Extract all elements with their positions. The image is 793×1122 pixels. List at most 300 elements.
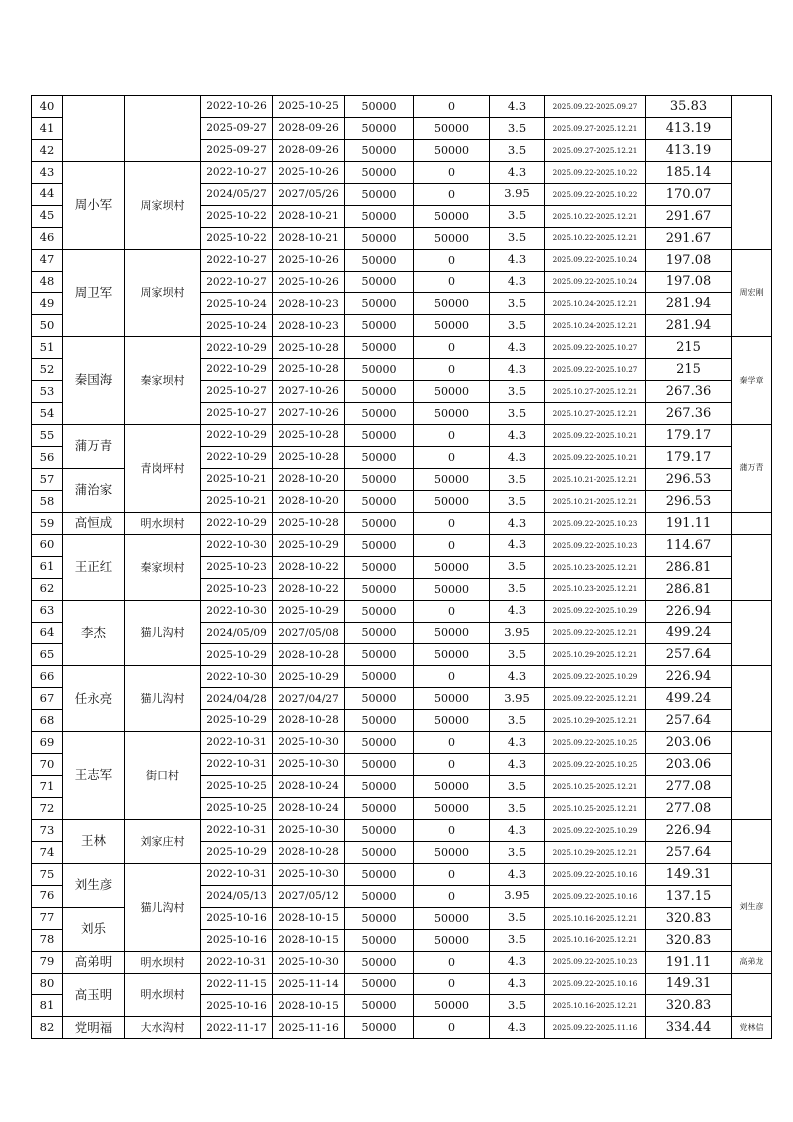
interest-period-cell: 2025.09.22-2025.09.27: [545, 96, 646, 118]
interest-rate-cell: 3.5: [490, 578, 545, 600]
maturity-date-cell: 2028-10-15: [273, 995, 345, 1017]
interest-rate-cell: 3.5: [490, 776, 545, 798]
maturity-date-cell: 2027/05/26: [273, 183, 345, 205]
table-row: [32, 600, 772, 622]
village-cell: 猫儿沟村: [125, 600, 201, 666]
deposit-date-cell: 2025-10-27: [201, 403, 273, 425]
table-row: [32, 425, 772, 447]
interest-rate-cell: 3.5: [490, 556, 545, 578]
row-number-cell: 77: [32, 907, 63, 929]
maturity-date-cell: 2027/04/27: [273, 688, 345, 710]
deposit-date-cell: 2022-10-30: [201, 534, 273, 556]
interest-amount-cell: 281.94: [646, 315, 732, 337]
deposit-amount-cell: 50000: [345, 227, 414, 249]
maturity-date-cell: 2028-10-21: [273, 227, 345, 249]
interest-amount-cell: 203.06: [646, 732, 732, 754]
maturity-date-cell: 2025-10-30: [273, 754, 345, 776]
balance-cell: 50000: [414, 644, 490, 666]
deposit-date-cell: 2024/05/13: [201, 885, 273, 907]
maturity-date-cell: 2025-11-14: [273, 973, 345, 995]
maturity-date-cell: 2028-09-26: [273, 139, 345, 161]
interest-period-cell: 2025.10.27-2025.12.21: [545, 403, 646, 425]
deposit-date-cell: 2022-10-26: [201, 96, 273, 118]
interest-rate-cell: 3.5: [490, 490, 545, 512]
deposit-amount-cell: 50000: [345, 403, 414, 425]
balance-cell: 0: [414, 819, 490, 841]
interest-period-cell: 2025.10.25-2025.12.21: [545, 776, 646, 798]
interest-amount-cell: 296.53: [646, 468, 732, 490]
maturity-date-cell: 2028-10-20: [273, 490, 345, 512]
row-number-cell: 67: [32, 688, 63, 710]
row-number-cell: 62: [32, 578, 63, 600]
table-row: [32, 96, 772, 118]
deposit-amount-cell: 50000: [345, 710, 414, 732]
interest-period-cell: 2025.09.27-2025.12.21: [545, 139, 646, 161]
interest-amount-cell: 296.53: [646, 490, 732, 512]
row-number-cell: 69: [32, 732, 63, 754]
interest-rate-cell: 4.3: [490, 512, 545, 534]
table-row: [32, 249, 772, 271]
depositor-name-cell: 王志军: [63, 732, 125, 820]
row-number-cell: 64: [32, 622, 63, 644]
deposit-date-cell: 2022-10-29: [201, 337, 273, 359]
interest-rate-cell: 3.5: [490, 403, 545, 425]
interest-rate-cell: 3.5: [490, 117, 545, 139]
maturity-date-cell: 2025-11-16: [273, 1017, 345, 1039]
interest-period-cell: 2025.10.24-2025.12.21: [545, 293, 646, 315]
interest-period-cell: 2025.09.22-2025.10.29: [545, 666, 646, 688]
maturity-date-cell: 2028-10-24: [273, 798, 345, 820]
deposit-amount-cell: 50000: [345, 929, 414, 951]
interest-period-cell: 2025.09.22-2025.10.23: [545, 951, 646, 973]
row-number-cell: 74: [32, 841, 63, 863]
interest-period-cell: 2025.09.22-2025.10.29: [545, 819, 646, 841]
maturity-date-cell: 2025-10-30: [273, 819, 345, 841]
interest-period-cell: 2025.09.27-2025.12.21: [545, 117, 646, 139]
deposit-date-cell: 2025-10-16: [201, 929, 273, 951]
maturity-date-cell: 2025-10-28: [273, 447, 345, 469]
deposit-amount-cell: 50000: [345, 315, 414, 337]
interest-rate-cell: 4.3: [490, 534, 545, 556]
interest-rate-cell: 3.95: [490, 622, 545, 644]
signature-cell: 秦学章: [732, 337, 772, 425]
village-cell: [125, 96, 201, 162]
deposit-amount-cell: 50000: [345, 841, 414, 863]
depositor-name-cell: 任永亮: [63, 666, 125, 732]
maturity-date-cell: 2025-10-28: [273, 359, 345, 381]
depositor-name-cell: 高玉明: [63, 973, 125, 1017]
row-number-cell: 41: [32, 117, 63, 139]
village-cell: 周家坝村: [125, 161, 201, 249]
deposit-amount-cell: 50000: [345, 534, 414, 556]
interest-rate-cell: 3.95: [490, 688, 545, 710]
interest-amount-cell: 137.15: [646, 885, 732, 907]
signature-cell: [732, 534, 772, 600]
deposit-date-cell: 2025-10-24: [201, 293, 273, 315]
interest-period-cell: 2025.09.22-2025.10.21: [545, 447, 646, 469]
table-row: [32, 732, 772, 754]
row-number-cell: 81: [32, 995, 63, 1017]
village-cell: 街口村: [125, 732, 201, 820]
row-number-cell: 51: [32, 337, 63, 359]
depositor-name-cell: 刘生彦: [63, 863, 125, 907]
deposit-date-cell: 2025-10-16: [201, 907, 273, 929]
village-cell: 明水坝村: [125, 973, 201, 1017]
deposit-date-cell: 2025-10-23: [201, 556, 273, 578]
deposit-amount-cell: 50000: [345, 995, 414, 1017]
deposit-date-cell: 2022-10-29: [201, 425, 273, 447]
deposit-amount-cell: 50000: [345, 359, 414, 381]
maturity-date-cell: 2028-10-20: [273, 468, 345, 490]
interest-rate-cell: 3.5: [490, 710, 545, 732]
deposit-amount-cell: 50000: [345, 644, 414, 666]
interest-rate-cell: 4.3: [490, 249, 545, 271]
maturity-date-cell: 2028-10-23: [273, 315, 345, 337]
interest-rate-cell: 3.5: [490, 139, 545, 161]
deposit-amount-cell: 50000: [345, 973, 414, 995]
balance-cell: 50000: [414, 995, 490, 1017]
deposit-date-cell: 2022-10-30: [201, 600, 273, 622]
depositor-name-cell: 周小军: [63, 161, 125, 249]
interest-amount-cell: 277.08: [646, 776, 732, 798]
deposit-date-cell: 2025-10-24: [201, 315, 273, 337]
row-number-cell: 58: [32, 490, 63, 512]
row-number-cell: 43: [32, 161, 63, 183]
depositor-name-cell: 秦国海: [63, 337, 125, 425]
table-row: [32, 161, 772, 183]
deposit-amount-cell: 50000: [345, 951, 414, 973]
maturity-date-cell: 2028-09-26: [273, 117, 345, 139]
maturity-date-cell: 2025-10-28: [273, 337, 345, 359]
deposit-date-cell: 2022-10-29: [201, 447, 273, 469]
balance-cell: 50000: [414, 578, 490, 600]
maturity-date-cell: 2025-10-28: [273, 512, 345, 534]
maturity-date-cell: 2027-10-26: [273, 381, 345, 403]
balance-cell: 50000: [414, 381, 490, 403]
interest-amount-cell: 286.81: [646, 578, 732, 600]
row-number-cell: 82: [32, 1017, 63, 1039]
maturity-date-cell: 2028-10-15: [273, 907, 345, 929]
interest-rate-cell: 4.3: [490, 447, 545, 469]
interest-rate-cell: 3.5: [490, 929, 545, 951]
deposit-date-cell: 2022-10-29: [201, 512, 273, 534]
balance-cell: 0: [414, 732, 490, 754]
maturity-date-cell: 2025-10-26: [273, 249, 345, 271]
maturity-date-cell: 2025-10-30: [273, 951, 345, 973]
depositor-name-cell: [63, 96, 125, 162]
balance-cell: 0: [414, 96, 490, 118]
deposit-amount-cell: 50000: [345, 622, 414, 644]
balance-cell: 50000: [414, 798, 490, 820]
balance-cell: 50000: [414, 776, 490, 798]
deposit-amount-cell: 50000: [345, 249, 414, 271]
deposit-amount-cell: 50000: [345, 578, 414, 600]
interest-amount-cell: 197.08: [646, 249, 732, 271]
interest-period-cell: 2025.09.22-2025.10.27: [545, 337, 646, 359]
maturity-date-cell: 2025-10-29: [273, 666, 345, 688]
interest-amount-cell: 215: [646, 337, 732, 359]
balance-cell: 50000: [414, 688, 490, 710]
interest-amount-cell: 320.83: [646, 995, 732, 1017]
interest-amount-cell: 413.19: [646, 117, 732, 139]
interest-rate-cell: 3.5: [490, 315, 545, 337]
deposit-amount-cell: 50000: [345, 688, 414, 710]
deposit-amount-cell: 50000: [345, 205, 414, 227]
village-cell: 猫儿沟村: [125, 863, 201, 951]
interest-rate-cell: 3.95: [490, 183, 545, 205]
interest-rate-cell: 4.3: [490, 600, 545, 622]
signature-cell: 蒲万青: [732, 425, 772, 513]
depositor-name-cell: 蒲治家: [63, 468, 125, 512]
maturity-date-cell: 2025-10-30: [273, 732, 345, 754]
interest-period-cell: 2025.10.16-2025.12.21: [545, 995, 646, 1017]
deposit-date-cell: 2025-09-27: [201, 117, 273, 139]
row-number-cell: 72: [32, 798, 63, 820]
deposit-amount-cell: 50000: [345, 96, 414, 118]
deposit-date-cell: 2025-10-29: [201, 644, 273, 666]
interest-amount-cell: 226.94: [646, 666, 732, 688]
signature-cell: [732, 161, 772, 249]
row-number-cell: 48: [32, 271, 63, 293]
interest-period-cell: 2025.09.22-2025.10.16: [545, 863, 646, 885]
row-number-cell: 71: [32, 776, 63, 798]
interest-rate-cell: 3.5: [490, 381, 545, 403]
maturity-date-cell: 2025-10-30: [273, 863, 345, 885]
deposit-date-cell: 2022-10-27: [201, 249, 273, 271]
interest-rate-cell: 4.3: [490, 425, 545, 447]
deposit-date-cell: 2025-10-25: [201, 776, 273, 798]
interest-period-cell: 2025.09.22-2025.10.29: [545, 600, 646, 622]
row-number-cell: 56: [32, 447, 63, 469]
interest-amount-cell: 320.83: [646, 929, 732, 951]
maturity-date-cell: 2028-10-15: [273, 929, 345, 951]
maturity-date-cell: 2028-10-24: [273, 776, 345, 798]
deposit-date-cell: 2025-10-29: [201, 710, 273, 732]
deposit-date-cell: 2024/05/09: [201, 622, 273, 644]
maturity-date-cell: 2028-10-28: [273, 710, 345, 732]
signature-cell: 周宏刚: [732, 249, 772, 337]
interest-rate-cell: 3.5: [490, 227, 545, 249]
deposit-amount-cell: 50000: [345, 819, 414, 841]
deposit-date-cell: 2025-10-23: [201, 578, 273, 600]
deposit-date-cell: 2024/04/28: [201, 688, 273, 710]
interest-period-cell: 2025.10.23-2025.12.21: [545, 556, 646, 578]
interest-amount-cell: 203.06: [646, 754, 732, 776]
balance-cell: 0: [414, 600, 490, 622]
balance-cell: 0: [414, 183, 490, 205]
interest-amount-cell: 499.24: [646, 688, 732, 710]
interest-period-cell: 2025.10.16-2025.12.21: [545, 907, 646, 929]
depositor-name-cell: 王林: [63, 819, 125, 863]
signature-cell: [732, 666, 772, 732]
maturity-date-cell: 2025-10-28: [273, 425, 345, 447]
balance-cell: 50000: [414, 117, 490, 139]
maturity-date-cell: 2025-10-26: [273, 161, 345, 183]
interest-period-cell: 2025.09.22-2025.10.22: [545, 183, 646, 205]
deposit-date-cell: 2022-10-27: [201, 161, 273, 183]
maturity-date-cell: 2028-10-21: [273, 205, 345, 227]
interest-amount-cell: 179.17: [646, 447, 732, 469]
deposit-date-cell: 2025-10-22: [201, 205, 273, 227]
balance-cell: 0: [414, 249, 490, 271]
balance-cell: 0: [414, 425, 490, 447]
signature-cell: [732, 732, 772, 820]
deposit-amount-cell: 50000: [345, 490, 414, 512]
deposit-date-cell: 2025-10-29: [201, 841, 273, 863]
row-number-cell: 70: [32, 754, 63, 776]
row-number-cell: 42: [32, 139, 63, 161]
deposit-date-cell: 2025-10-27: [201, 381, 273, 403]
interest-period-cell: 2025.10.25-2025.12.21: [545, 798, 646, 820]
signature-cell: [732, 512, 772, 534]
interest-period-cell: 2025.09.22-2025.10.24: [545, 249, 646, 271]
row-number-cell: 78: [32, 929, 63, 951]
balance-cell: 0: [414, 447, 490, 469]
deposit-amount-cell: 50000: [345, 732, 414, 754]
balance-cell: 0: [414, 863, 490, 885]
interest-period-cell: 2025.10.22-2025.12.21: [545, 205, 646, 227]
maturity-date-cell: 2028-10-22: [273, 556, 345, 578]
interest-rate-cell: 4.3: [490, 973, 545, 995]
table-row: [32, 863, 772, 885]
signature-cell: 党林信: [732, 1017, 772, 1039]
deposit-date-cell: 2022-11-15: [201, 973, 273, 995]
interest-period-cell: 2025.10.29-2025.12.21: [545, 841, 646, 863]
deposit-amount-cell: 50000: [345, 512, 414, 534]
deposit-amount-cell: 50000: [345, 337, 414, 359]
village-cell: 大水沟村: [125, 1017, 201, 1039]
maturity-date-cell: 2025-10-26: [273, 271, 345, 293]
interest-rate-cell: 3.5: [490, 907, 545, 929]
balance-cell: 0: [414, 885, 490, 907]
balance-cell: 50000: [414, 468, 490, 490]
signature-cell: [732, 600, 772, 666]
interest-amount-cell: 35.83: [646, 96, 732, 118]
interest-rate-cell: 3.5: [490, 644, 545, 666]
deposit-amount-cell: 50000: [345, 798, 414, 820]
village-cell: 明水坝村: [125, 951, 201, 973]
interest-rate-cell: 3.5: [490, 293, 545, 315]
interest-amount-cell: 334.44: [646, 1017, 732, 1039]
row-number-cell: 44: [32, 183, 63, 205]
row-number-cell: 73: [32, 819, 63, 841]
interest-rate-cell: 4.3: [490, 1017, 545, 1039]
row-number-cell: 46: [32, 227, 63, 249]
balance-cell: 0: [414, 161, 490, 183]
row-number-cell: 66: [32, 666, 63, 688]
interest-rate-cell: 3.5: [490, 205, 545, 227]
deposit-date-cell: 2025-10-21: [201, 490, 273, 512]
interest-amount-cell: 286.81: [646, 556, 732, 578]
maturity-date-cell: 2028-10-28: [273, 644, 345, 666]
row-number-cell: 45: [32, 205, 63, 227]
maturity-date-cell: 2027/05/08: [273, 622, 345, 644]
table-row: [32, 819, 772, 841]
balance-cell: 0: [414, 534, 490, 556]
depositor-name-cell: 蒲万青: [63, 425, 125, 469]
interest-rate-cell: 4.3: [490, 819, 545, 841]
interest-amount-cell: 226.94: [646, 600, 732, 622]
deposit-interest-table-page: [31, 95, 771, 1036]
interest-period-cell: 2025.09.22-2025.10.27: [545, 359, 646, 381]
deposit-date-cell: 2022-10-31: [201, 863, 273, 885]
deposit-amount-cell: 50000: [345, 271, 414, 293]
deposit-date-cell: 2025-10-22: [201, 227, 273, 249]
deposit-date-cell: 2022-10-30: [201, 666, 273, 688]
depositor-name-cell: 高弟明: [63, 951, 125, 973]
interest-amount-cell: 191.11: [646, 951, 732, 973]
interest-period-cell: 2025.10.22-2025.12.21: [545, 227, 646, 249]
depositor-name-cell: 王正红: [63, 534, 125, 600]
maturity-date-cell: 2025-10-25: [273, 96, 345, 118]
interest-amount-cell: 191.11: [646, 512, 732, 534]
balance-cell: 50000: [414, 556, 490, 578]
signature-cell: 刘生彦: [732, 863, 772, 951]
village-cell: 明水坝村: [125, 512, 201, 534]
interest-rate-cell: 3.95: [490, 885, 545, 907]
interest-period-cell: 2025.10.16-2025.12.21: [545, 929, 646, 951]
deposit-amount-cell: 50000: [345, 183, 414, 205]
interest-period-cell: 2025.09.22-2025.10.23: [545, 512, 646, 534]
village-cell: 猫儿沟村: [125, 666, 201, 732]
row-number-cell: 75: [32, 863, 63, 885]
interest-amount-cell: 320.83: [646, 907, 732, 929]
interest-rate-cell: 4.3: [490, 754, 545, 776]
maturity-date-cell: 2028-10-28: [273, 841, 345, 863]
balance-cell: 0: [414, 951, 490, 973]
interest-period-cell: 2025.09.22-2025.10.23: [545, 534, 646, 556]
interest-period-cell: 2025.10.29-2025.12.21: [545, 710, 646, 732]
interest-period-cell: 2025.09.22-2025.12.21: [545, 688, 646, 710]
table-row: [32, 512, 772, 534]
row-number-cell: 49: [32, 293, 63, 315]
interest-rate-cell: 3.5: [490, 798, 545, 820]
row-number-cell: 53: [32, 381, 63, 403]
interest-period-cell: 2025.09.22-2025.11.16: [545, 1017, 646, 1039]
interest-rate-cell: 3.5: [490, 841, 545, 863]
row-number-cell: 60: [32, 534, 63, 556]
interest-amount-cell: 257.64: [646, 841, 732, 863]
row-number-cell: 65: [32, 644, 63, 666]
interest-amount-cell: 267.36: [646, 381, 732, 403]
interest-amount-cell: 413.19: [646, 139, 732, 161]
depositor-name-cell: 刘乐: [63, 907, 125, 951]
interest-amount-cell: 291.67: [646, 205, 732, 227]
deposit-amount-cell: 50000: [345, 754, 414, 776]
deposit-amount-cell: 50000: [345, 907, 414, 929]
interest-period-cell: 2025.09.22-2025.10.24: [545, 271, 646, 293]
interest-period-cell: 2025.10.29-2025.12.21: [545, 644, 646, 666]
signature-cell: [732, 96, 772, 162]
deposit-date-cell: 2022-10-31: [201, 754, 273, 776]
interest-period-cell: 2025.09.22-2025.10.25: [545, 732, 646, 754]
interest-period-cell: 2025.09.22-2025.10.25: [545, 754, 646, 776]
table-body: [32, 96, 772, 1039]
deposit-amount-cell: 50000: [345, 468, 414, 490]
row-number-cell: 55: [32, 425, 63, 447]
interest-rate-cell: 4.3: [490, 863, 545, 885]
deposit-amount-cell: 50000: [345, 425, 414, 447]
row-number-cell: 52: [32, 359, 63, 381]
depositor-name-cell: 高恒成: [63, 512, 125, 534]
interest-period-cell: 2025.09.22-2025.12.21: [545, 622, 646, 644]
deposit-date-cell: 2025-10-21: [201, 468, 273, 490]
signature-cell: [732, 819, 772, 863]
interest-amount-cell: 179.17: [646, 425, 732, 447]
depositor-name-cell: 李杰: [63, 600, 125, 666]
interest-amount-cell: 291.67: [646, 227, 732, 249]
row-number-cell: 50: [32, 315, 63, 337]
